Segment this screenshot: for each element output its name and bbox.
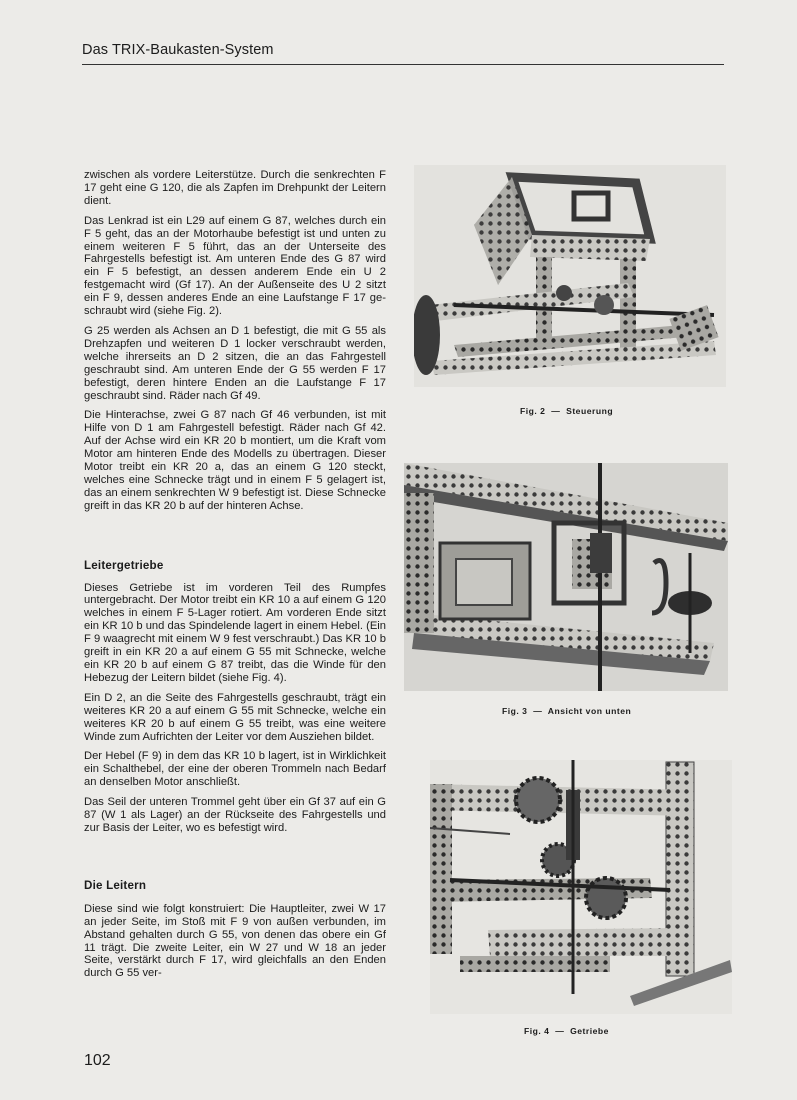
paragraph: G 25 werden als Achsen an D 1 befestigt, die mit G 55 als Drehzapfen und weiteren D 1 locker verschraubt werden, welche ihrerseits an D 2 sitzen, die an das Fahrgestell geschraubt sind. Am unteren Ende der G 55 werden F 17 befestigt, deren hintere Enden an die Laufstange F 17 geschraubt sind. Räder nach Gf 49. xyxy=(84,324,386,402)
paragraph: Ein D 2, an die Seite des Fahrgestells geschraubt, trägt ein weiteres KR 20 a auf einem G 55 mit Schnecke, welche ein weiteres KR 20 b auf einem G 55 treibt, was eine weitere Winde zum Aufrichten der Leiter vor dem Ausziehen bildet. xyxy=(84,691,386,743)
figure-3-underside-photo xyxy=(404,463,728,691)
paragraph: Das Lenkrad ist ein L29 auf einem G 87, welches durch ein F 5 geht, das an der Motorhaube befestigt ist und unten zu einem weiteren F 5 führt, das an der Unterseite des Fahrgestells befestigt ist. Am unteren Ende des G 87 wird ein F 5 befestigt, an dessen anderem Ende ein U 2 festgemacht wird (Gf 17). An der Außenseite des U 2 sitzt ein F 9, dessen anderes Ende an eine Laufstange F 17 geschraubt wird (siehe Fig. 2). xyxy=(84,214,386,318)
figure-4-gearbox-photo xyxy=(430,760,732,1014)
figure-2-steering-photo xyxy=(414,165,726,387)
paragraph: Diese sind wie folgt konstruiert: Die Hauptleiter, zwei W 17 an jeder Seite, im Stoß mit F 9 von außen verbunden, im Abstand gehalten durch G 55, von denen das obere ein Gf 11 trägt. Die zweite Leiter, ein W 27 und W 18 an jeder Seite, verstärkt durch F 17, wird gleichfalls an den Enden durch G 55 ver- xyxy=(84,902,386,980)
header-rule xyxy=(82,64,724,65)
paragraph: Dieses Getriebe ist im vorderen Teil des Rumpfes untergebracht. Der Motor treibt ein KR 10 a auf einem G 120 welches in einem F 5-Lager rotiert. Am vorderen Ende sitzt ein KR 10 b und das Spindelende lagert in einem Hebel. (Ein F 9 waagrecht mit einem W 9 fest verschraubt.) Das KR 10 b greift in ein KR 20 a auf einem G 55 mit Schnecke, welche ein KR 20 b auf einem G 87 treibt, das die Winde für den Hebezug der Leitern bildet (siehe Fig. 4). xyxy=(84,581,386,684)
section-heading-leitergetriebe: Leitergetriebe xyxy=(84,558,164,572)
figure-2-caption: Fig. 2 — Steuerung xyxy=(520,406,614,416)
figure-4-caption: Fig. 4 — Getriebe xyxy=(524,1026,609,1036)
page-number: 102 xyxy=(84,1052,111,1069)
figure-3-caption: Fig. 3 — Ansicht von unten xyxy=(502,706,632,716)
running-head: Das TRIX-Baukasten-System xyxy=(82,42,274,58)
section-heading-leitern: Die Leitern xyxy=(84,878,147,892)
paragraph: Das Seil der unteren Trommel geht über ein Gf 37 auf ein G 87 (W 1 als Lager) an der Rückseite des Fahrgestells und zur Basis der Leiter, wo es befestigt wird. xyxy=(84,796,386,834)
text-column xyxy=(84,169,386,987)
paragraph: zwischen als vordere Leiterstütze. Durch die senkrechten F 17 geht eine G 120, die als Zapfen im Drehpunkt der Leitern dient. xyxy=(84,169,386,207)
paragraph: Der Hebel (F 9) in dem das KR 10 b lagert, ist in Wirklichkeit ein Schalthebel, der eine der oberen Trommeln nach Bedarf an denselben Motor anschließt. xyxy=(84,750,386,789)
paragraph: Die Hinterachse, zwei G 87 nach Gf 46 verbunden, ist mit Hilfe von D 1 am Fahrgestell befestigt. Räder nach Gf 42. Auf der Achse wird ein KR 20 b montiert, um die Kraft vom Motor am hinteren Ende des Modells zu übertragen. Dieser Motor treibt ein KR 20 a, das an einem G 120 steckt, welches eine Schnecke trägt und in einem F 5 gelagert ist, das an einem senkrechten W 9 befestigt ist. Diese Schnecke greift in das KR 20 b auf der hinteren Achse. xyxy=(84,409,386,512)
